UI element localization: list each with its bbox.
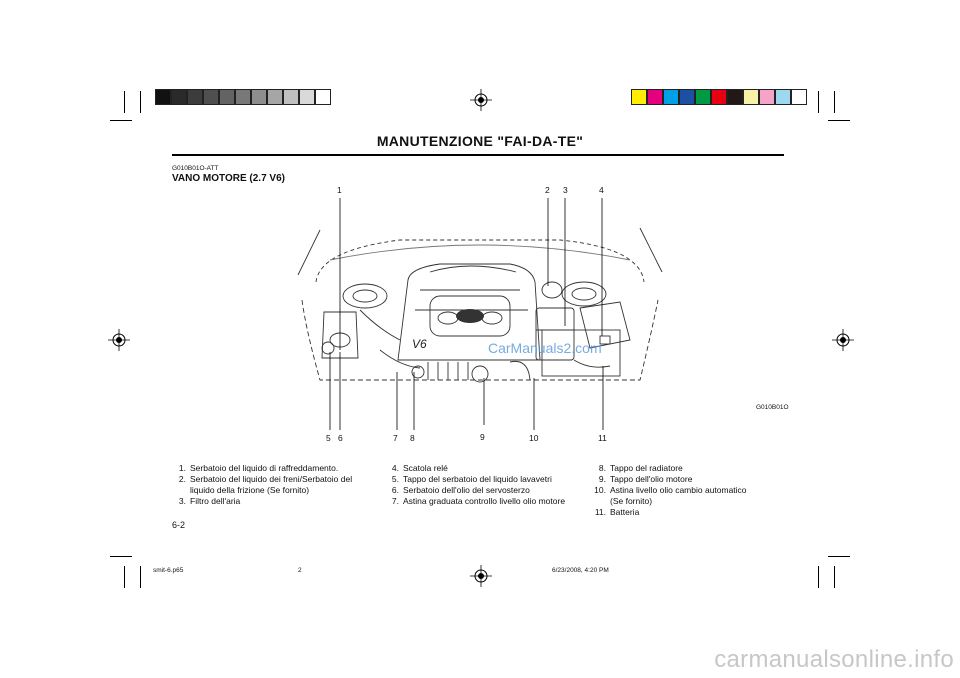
color-swatch [711, 89, 727, 105]
legend-item-text: Filtro dell'aria [190, 496, 241, 506]
legend-item-text: Tappo del radiatore [610, 463, 683, 473]
color-swatch [743, 89, 759, 105]
legend-item-number [590, 496, 606, 507]
engine-bay-diagram [280, 190, 680, 430]
gray-swatch [299, 89, 315, 105]
legend-item-text: Astina livello olio cambio automatico [610, 485, 747, 495]
color-swatch [663, 89, 679, 105]
gray-swatch [219, 89, 235, 105]
registration-target-icon [108, 329, 130, 351]
legend-item-number: 8. [598, 463, 606, 473]
callout-1: 1 [337, 185, 342, 195]
page-header-title: MANUTENZIONE "FAI-DA-TE" [376, 133, 584, 149]
legend-item-text: Tappo del serbatoio del liquido lavavetri [403, 474, 552, 484]
callout-10: 10 [529, 433, 539, 443]
site-watermark: carmanualsonline.info [714, 646, 954, 673]
legend-item [170, 463, 352, 474]
legend-item-number: 3. [178, 496, 186, 506]
gray-swatch [235, 89, 251, 105]
legend-item [383, 485, 565, 496]
legend-item-text: Tappo dell'olio motore [610, 474, 693, 484]
gray-swatch [251, 89, 267, 105]
grayscale-registration-bar [155, 89, 331, 105]
legend-item-number: 9. [598, 474, 606, 484]
footer-file: smit-6.p65 [153, 567, 184, 574]
legend-item-text: (Se fornito) [610, 496, 653, 506]
color-swatch [759, 89, 775, 105]
legend-item-text: Serbatoio del liquido di raffreddamento. [190, 463, 339, 473]
legend-item-number: 5. [391, 474, 399, 484]
legend-item-number: 7. [391, 496, 399, 506]
engine-badge: V6 [412, 337, 427, 351]
legend-item-text: Scatola relé [403, 463, 448, 473]
legend-item [170, 474, 352, 485]
section-title: VANO MOTORE (2.7 V6) [172, 173, 285, 184]
callout-11: 11 [598, 433, 607, 443]
color-swatch [631, 89, 647, 105]
footer-page: 2 [298, 567, 302, 574]
legend-item [590, 507, 747, 518]
gray-swatch [155, 89, 171, 105]
legend-item [590, 485, 747, 496]
registration-target-icon [470, 565, 492, 587]
figure-watermark: CarManuals2.com [488, 340, 602, 356]
color-swatch [727, 89, 743, 105]
legend-item [590, 474, 747, 485]
callout-8: 8 [410, 433, 415, 443]
registration-target-icon [470, 89, 492, 111]
legend-item-number: 1. [178, 463, 186, 473]
figure-code: G010B01O [756, 404, 789, 411]
gray-swatch [171, 89, 187, 105]
legend-item-number: 10. [594, 485, 606, 495]
header-rule [172, 154, 784, 156]
legend-item [383, 496, 565, 507]
legend-item [590, 496, 747, 507]
gray-swatch [267, 89, 283, 105]
gray-swatch [283, 89, 299, 105]
gray-swatch [315, 89, 331, 105]
legend-item-text: Batteria [610, 507, 640, 517]
section-code: G010B01O-ATT [172, 165, 219, 172]
legend-column-1 [170, 463, 352, 507]
legend-item-text: Serbatoio dell'olio del servosterzo [403, 485, 530, 495]
legend-item-text: Astina graduata controllo livello olio motore [403, 496, 566, 506]
legend-item [383, 474, 565, 485]
callout-7: 7 [393, 433, 398, 443]
legend-item-number: 2. [178, 474, 186, 484]
color-swatch [679, 89, 695, 105]
gray-swatch [187, 89, 203, 105]
legend-item-number: 6. [391, 485, 399, 495]
callout-5: 5 [326, 433, 331, 443]
legend-column-3 [590, 463, 747, 518]
callout-3: 3 [563, 185, 568, 195]
legend-item [170, 496, 352, 507]
callout-6: 6 [338, 433, 343, 443]
color-registration-bar [631, 89, 807, 105]
legend-item [590, 463, 747, 474]
footer-date: 6/23/2008, 4:20 PM [552, 567, 609, 574]
page-number: 6-2 [172, 520, 186, 530]
color-swatch [791, 89, 807, 105]
legend-item [170, 485, 352, 496]
legend-item-text: liquido della frizione (Se fornito) [190, 485, 310, 495]
legend-item [383, 463, 565, 474]
legend-item-number: 4. [391, 463, 399, 473]
callout-4: 4 [599, 185, 604, 195]
callout-2: 2 [545, 185, 550, 195]
gray-swatch [203, 89, 219, 105]
legend-item-text: Serbatoio del liquido dei freni/Serbatoio del [190, 474, 353, 484]
legend-column-2 [383, 463, 565, 507]
callout-9: 9 [480, 432, 485, 442]
registration-target-icon [832, 329, 854, 351]
color-swatch [775, 89, 791, 105]
legend-item-number: 11. [594, 507, 606, 517]
color-swatch [695, 89, 711, 105]
legend-item-number [170, 485, 186, 496]
color-swatch [647, 89, 663, 105]
